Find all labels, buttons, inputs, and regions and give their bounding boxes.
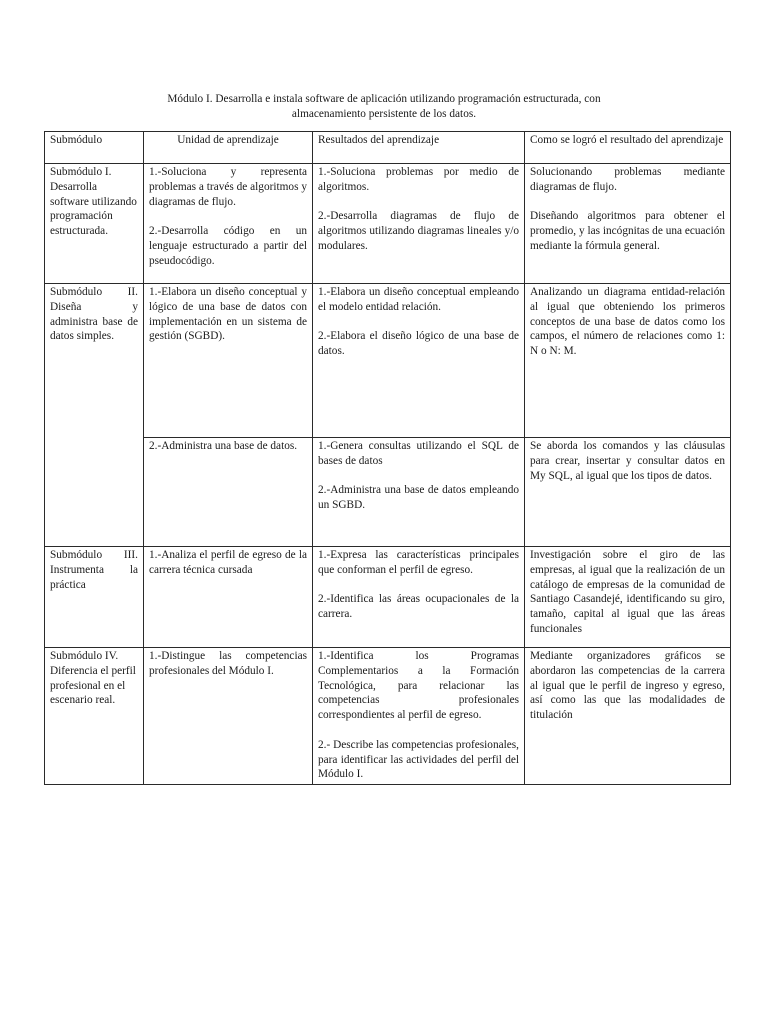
cell-como (525, 648, 731, 785)
document-title-line-2: almacenamiento persistente de los datos. (291, 107, 477, 120)
cell-como (525, 438, 731, 547)
cell-paragraph: 2.-Administra una base de datos empleando un SGBD. (318, 484, 519, 512)
cell-unidad (144, 648, 313, 785)
cell-paragraph: 2.-Administra una base de datos. (149, 440, 298, 452)
cell-submodulo: Submódulo IV. Diferencia el perfil profesional en el escenario real. (45, 648, 144, 785)
cell-unidad (144, 164, 313, 284)
cell-resultados (313, 648, 525, 785)
cell-resultados (313, 438, 525, 547)
cell-paragraph: 1.-Analiza el perfil de egreso de la carrera técnica cursada (149, 549, 307, 576)
header-unidad: Unidad de aprendizaje (144, 132, 313, 164)
cell-paragraph: 1.-Genera consultas utilizando el SQL de bases de datos (318, 440, 519, 467)
table-row (45, 284, 731, 438)
cell-paragraph: 2.-Desarrolla diagramas de flujo de algoritmos utilizando diagramas lineales y/o modulares. (318, 210, 519, 252)
cell-unidad (144, 284, 313, 438)
cell-como (525, 164, 731, 284)
table-header-row (45, 132, 731, 164)
cell-paragraph: Diseñando algoritmos para obtener el promedio, y las incógnitas de una ecuación mediante la fórmula general. (530, 210, 725, 252)
modules-table (44, 131, 731, 785)
document-title-line-1: Módulo I. Desarrolla e instala software de aplicación utilizando programación estructurada, con (167, 93, 601, 105)
table-row (45, 547, 731, 648)
cell-paragraph: 2.-Elabora el diseño lógico de una base de datos. (318, 330, 519, 358)
cell-paragraph: Se aborda los comandos y las cláusulas para crear, insertar y consultar datos en My SQL, al igual que los tipos de datos. (530, 440, 725, 482)
cell-paragraph: 1.-Expresa las características principales que conforman el perfil de egreso. (318, 549, 519, 576)
table-row (45, 438, 731, 547)
header-submodulo: Submódulo (45, 132, 144, 164)
header-resultados: Resultados del aprendizaje (313, 132, 525, 164)
cell-paragraph: 2.-Identifica las áreas ocupacionales de la carrera. (318, 593, 519, 621)
cell-resultados (313, 284, 525, 438)
cell-paragraph: 1.-Soluciona y representa problemas a través de algoritmos y diagramas de flujo. (149, 166, 307, 208)
header-como: Como se logró el resultado del aprendizaje (525, 132, 731, 164)
cell-unidad (144, 438, 313, 547)
cell-como (525, 284, 731, 438)
cell-paragraph: Investigación sobre el giro de las empresas, al igual que la realización de un catálogo de empresas de la comunidad de Santiago Casandejé, identificando su giro, tamaño, capital al igual que las áreas funcionales (530, 549, 725, 635)
cell-submodulo: Submódulo I. Desarrolla software utilizando programación estructurada. (45, 164, 144, 284)
cell-submodulo: Submódulo II. Diseña y administra base de datos simples. (45, 284, 144, 547)
cell-paragraph: 1.-Identifica los Programas Complementarios a la Formación Tecnológica, para relacionar las competencias profesionales correspondientes al perfil de egreso. (318, 650, 519, 722)
cell-paragraph: Analizando un diagrama entidad-relación al igual que obteniendo los primeros conceptos de una base de datos como los campos, el número de relaciones como 1: N o N: M. (530, 286, 725, 358)
cell-como (525, 547, 731, 648)
cell-unidad (144, 547, 313, 648)
table-row (45, 164, 731, 284)
cell-paragraph: 1.-Elabora un diseño conceptual empleando el modelo entidad relación. (318, 286, 519, 313)
cell-submodulo: Submódulo III. Instrumenta la práctica (45, 547, 144, 648)
cell-resultados (313, 164, 525, 284)
table-row (45, 648, 731, 785)
cell-paragraph: 1.-Soluciona problemas por medio de algoritmos. (318, 166, 519, 193)
cell-paragraph: 1.-Distingue las competencias profesionales del Módulo I. (149, 650, 307, 677)
cell-paragraph: 2.-Desarrolla código en un lenguaje estructurado a partir del pseudocódigo. (149, 225, 307, 267)
cell-paragraph: Mediante organizadores gráficos se abordaron las competencias de la carrera al igual que le perfil de ingreso y egreso, así como las que las modalidades de titulación (530, 650, 725, 722)
cell-paragraph: 1.-Elabora un diseño conceptual y lógico de una base de datos con implementación en un sistema de gestión (SGBD). (149, 286, 307, 343)
document-title (100, 92, 668, 121)
cell-paragraph: 2.- Describe las competencias profesionales, para identificar las actividades del perfil del Módulo I. (318, 738, 519, 781)
cell-paragraph: Solucionando problemas mediante diagramas de flujo. (530, 166, 725, 193)
cell-resultados (313, 547, 525, 648)
